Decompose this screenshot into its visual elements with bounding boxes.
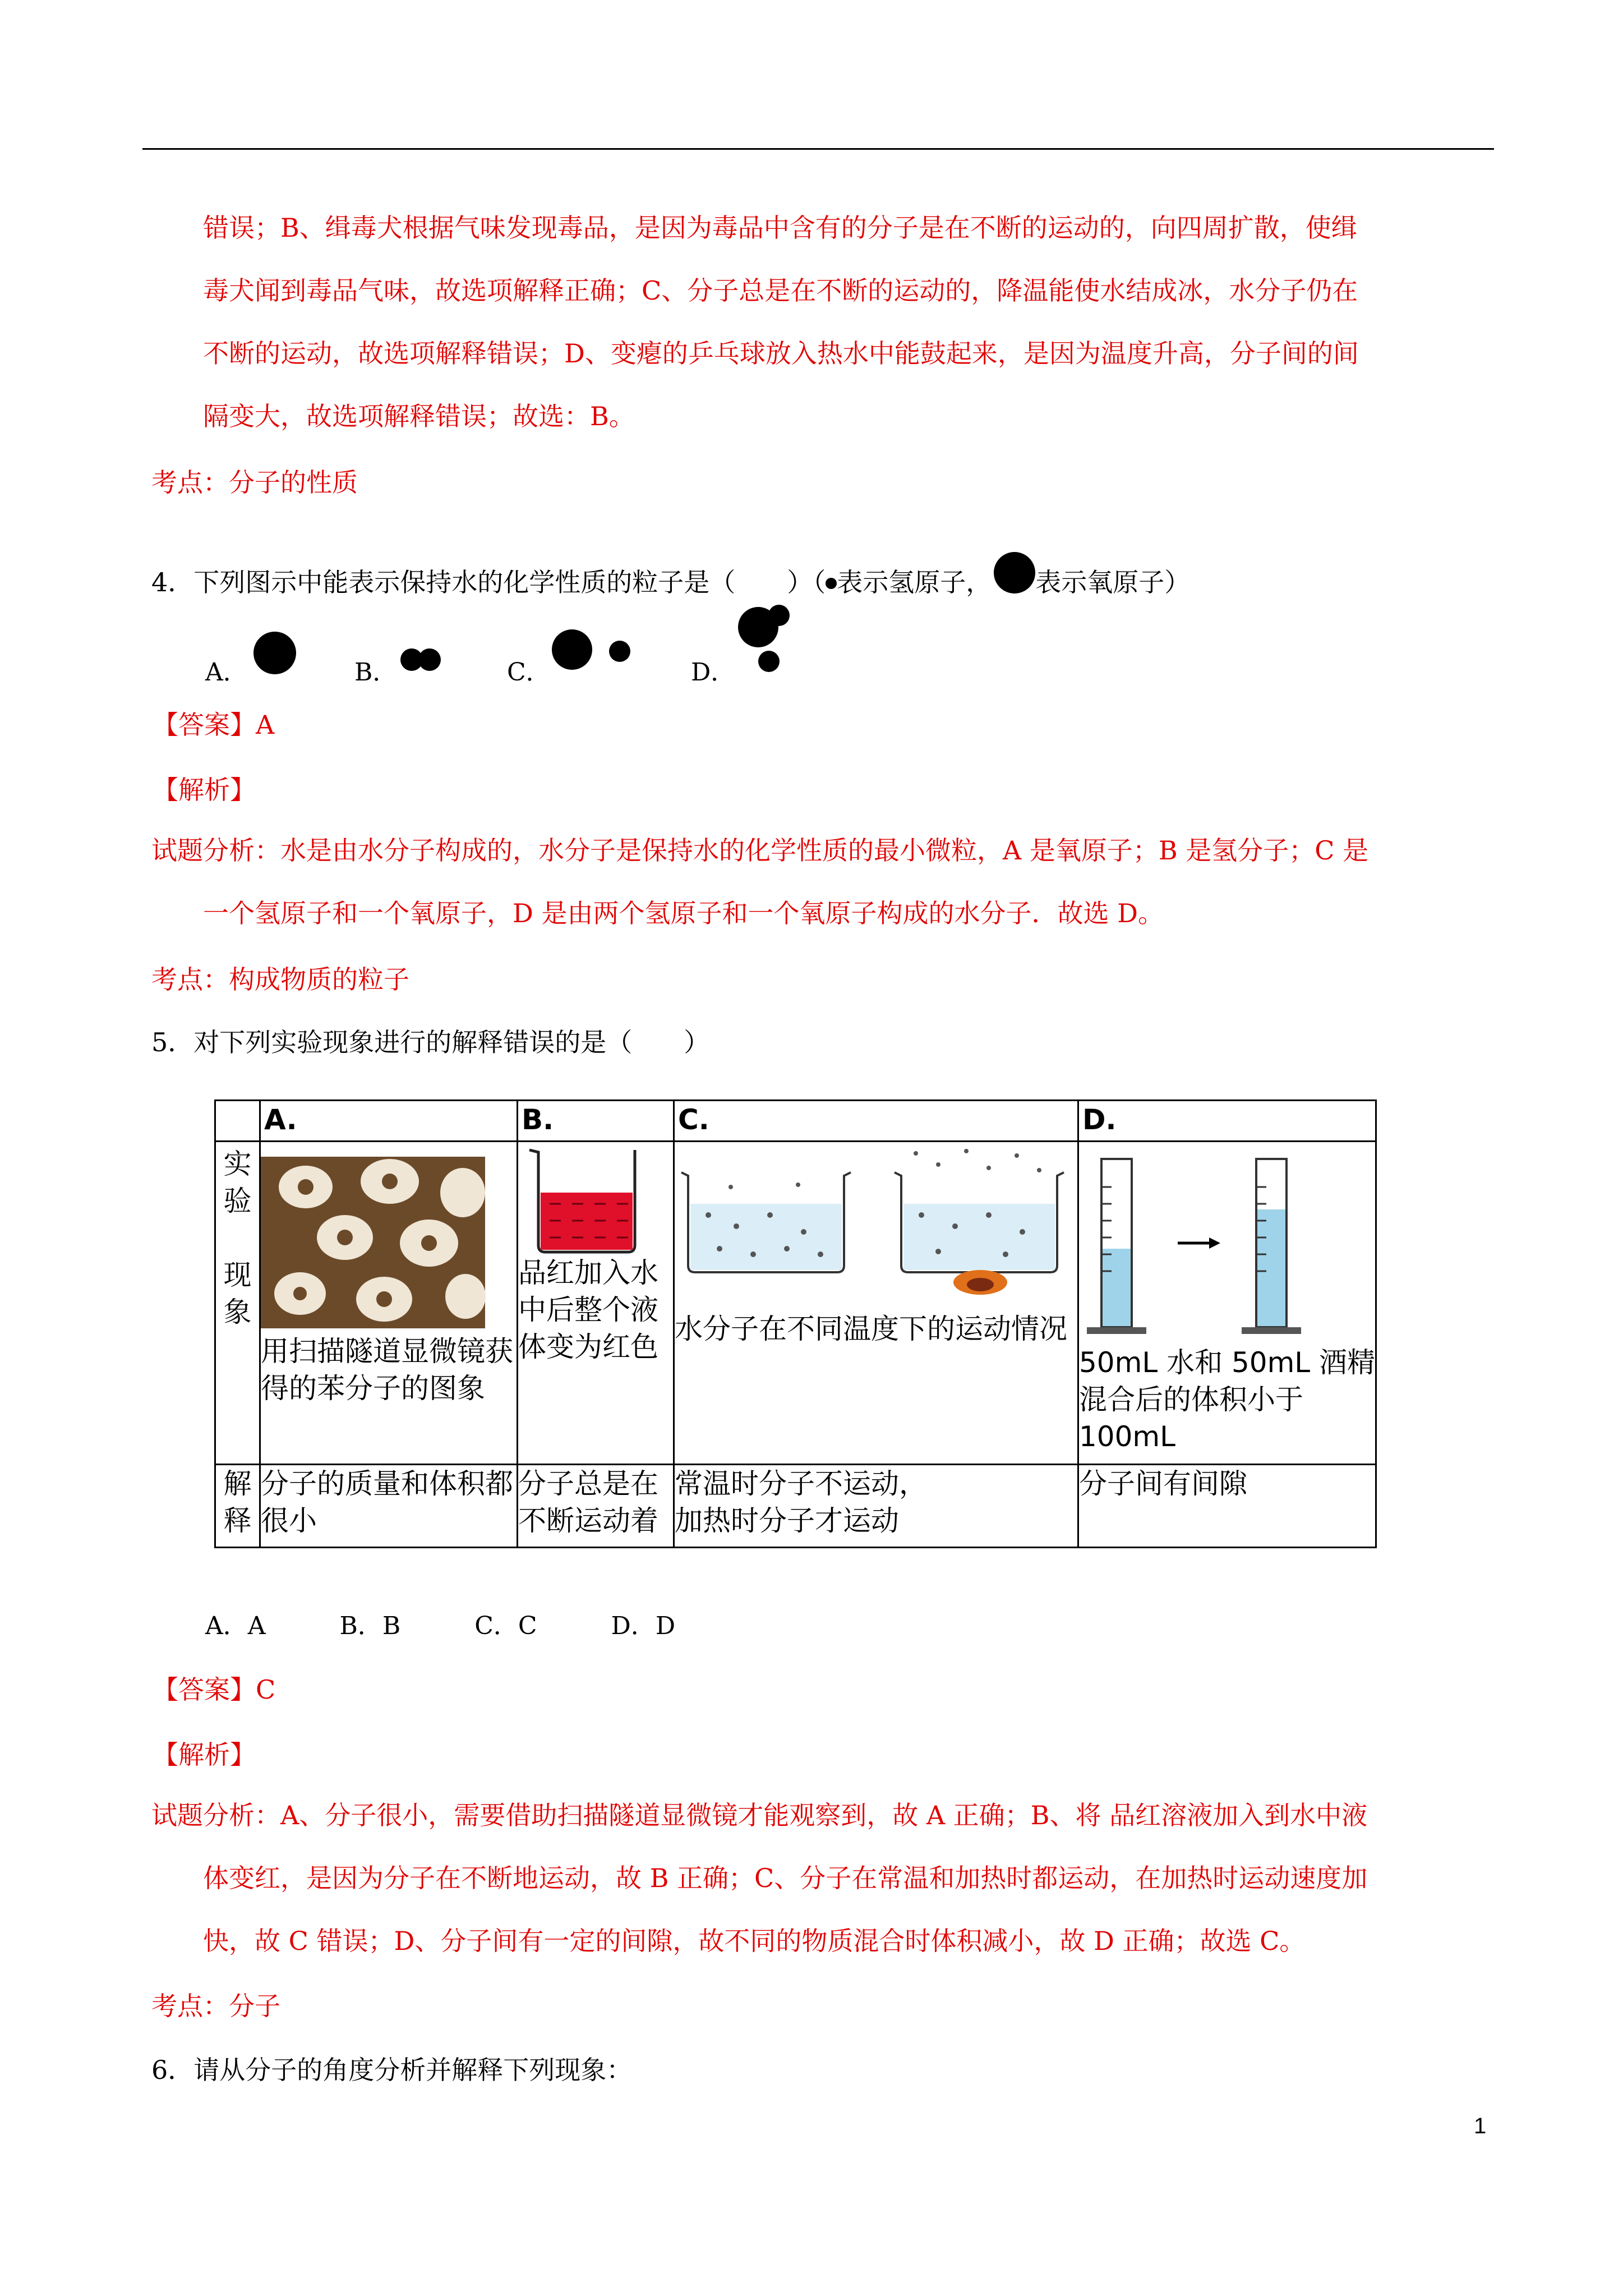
analysis-title: 【解析】 [153,1740,256,1770]
hydrogen-legend-label: 表示氢原子， [837,567,992,597]
explanation-text: 很小 [261,1504,317,1537]
measuring-cylinders-image [1079,1142,1345,1344]
oxygen-legend-label: 表示氧原子） [1035,567,1191,597]
option-c-label: C． [507,658,551,687]
phenomenon-text: 体变为红色 [518,1331,658,1363]
column-header-a: A. [260,1101,518,1142]
question-stem-text: 4．下列图示中能表示保持水的化学性质的粒子是（ ）（ [151,567,826,597]
option-d-label: D． [691,658,736,687]
phenomenon-c-cell [674,1142,1078,1465]
phenomenon-text: 混合后的体积小于 [1079,1383,1303,1416]
analysis-title: 【解析】 [153,775,256,805]
row-label-char: 验 [223,1185,252,1217]
option-b-label: B． [354,658,398,687]
table-corner-cell [215,1101,260,1142]
analysis-line: 体变红，是因为分子在不断地运动，故 B 正确；C、分子在常温和加热时都运动，在加热时运动速度加 [203,1863,1368,1893]
row-label-phenomenon [215,1142,260,1465]
explanation-c-cell [674,1465,1078,1548]
oxygen-atom-icon [253,632,296,674]
question-5-options: A．A B．B C．C D．D [205,1612,676,1640]
kaodian-label: 考点：构成物质的粒子 [151,964,409,995]
oxygen-atom-icon [994,552,1035,593]
explanation-text: 加热时分子才运动 [675,1504,899,1537]
header-rule [142,148,1494,150]
phenomenon-text: 品红加入水 [518,1257,658,1289]
explanation-line: 不断的运动，故选项解释错误；D、变瘪的乒乓球放入热水中能鼓起来，是因为温度升高，分子间的间 [203,338,1359,369]
analysis-line: 试题分析：A、分子很小，需要借助扫描隧道显微镜才能观察到，故 A 正确；B、将 品红溶液加入到水中液 [151,1800,1368,1830]
option-a-label: A． [205,658,248,687]
kaodian-label: 考点：分子 [151,1991,280,2021]
question-6-stem: 6．请从分子的角度分析并解释下列现象： [151,2055,633,2085]
benzene-stm-image [261,1142,517,1333]
phenomenon-text: 用扫描隧道显微镜获 [261,1335,513,1368]
experiment-table [214,1099,1377,1548]
phenomenon-b-cell [518,1142,674,1465]
phenomenon-text: 50mL 水和 50mL 酒精 [1079,1346,1376,1379]
explanation-text: 常温时分子不运动， [675,1467,927,1500]
explanation-text: 分子的质量和体积都 [261,1467,513,1500]
question-4-stem [151,550,1190,599]
hydrogen-atom-icon [418,648,441,671]
row-label-char: 实 [223,1148,252,1180]
beaker-red-liquid-image [518,1142,673,1254]
row-label-explanation [215,1465,260,1548]
phenomenon-text: 水分子在不同温度下的运动情况 [675,1313,1067,1345]
question-5-stem: 5．对下列实验现象进行的解释错误的是（ ） [151,1027,710,1057]
explanation-line: 毒犬闻到毒品气味，故选项解释正确；C、分子总是在不断的运动的，降温能使水结成冰，水分子仍在 [203,275,1358,306]
explanation-text: 分子总是在 [518,1467,658,1500]
analysis-line: 一个氢原子和一个氧原子，D 是由两个氢原子和一个氧原子构成的水分子．故选 D。 [203,898,1164,928]
explanation-a-cell [260,1465,518,1548]
phenomenon-a-cell [260,1142,518,1465]
phenomenon-text: 中后整个液 [518,1294,658,1326]
explanation-b-cell [518,1465,674,1548]
page-number: 1 [1474,2114,1487,2138]
column-header-b: B. [518,1101,674,1142]
oxygen-atom-icon [552,629,592,670]
row-label-char: 解 [223,1467,252,1500]
explanation-d-cell [1078,1465,1376,1548]
water-hydrogen-atom-icon [758,651,780,672]
explanation-text: 不断运动着 [518,1504,658,1537]
water-hydrogen-atom-icon [768,605,790,626]
column-header-c: C. [674,1101,1078,1142]
hydrogen-atom-icon [826,578,837,589]
answer-label: 【答案】C [153,1674,276,1705]
hydrogen-atom-icon [609,641,630,662]
column-header-d: D. [1078,1101,1376,1142]
row-label-char: 现 [223,1259,252,1291]
row-label-char: 象 [223,1296,252,1328]
phenomenon-text: 得的苯分子的图象 [261,1372,485,1405]
kaodian-label: 考点：分子的性质 [151,467,358,498]
analysis-line: 快，故 C 错误；D、分子间有一定的间隙，故不同的物质混合时体积减小，故 D 正确；故选 C。 [203,1926,1306,1956]
explanation-line: 错误；B、缉毒犬根据气味发现毒品，是因为毒品中含有的分子是在不断的运动的，向四周扩散，使缉 [203,213,1357,243]
water-molecules-temperature-image [675,1142,1077,1310]
row-label-char: 释 [223,1504,252,1537]
answer-label: 【答案】A [153,710,275,740]
explanation-line: 隔变大，故选项解释错误；故选：B。 [203,401,635,431]
phenomenon-d-cell [1078,1142,1376,1465]
phenomenon-text: 100mL [1079,1420,1175,1453]
explanation-text: 分子间有间隙 [1079,1467,1247,1500]
analysis-line: 试题分析：水是由水分子构成的，水分子是保持水的化学性质的最小微粒，A 是氧原子；B 是氢分子；C 是 [151,835,1369,866]
